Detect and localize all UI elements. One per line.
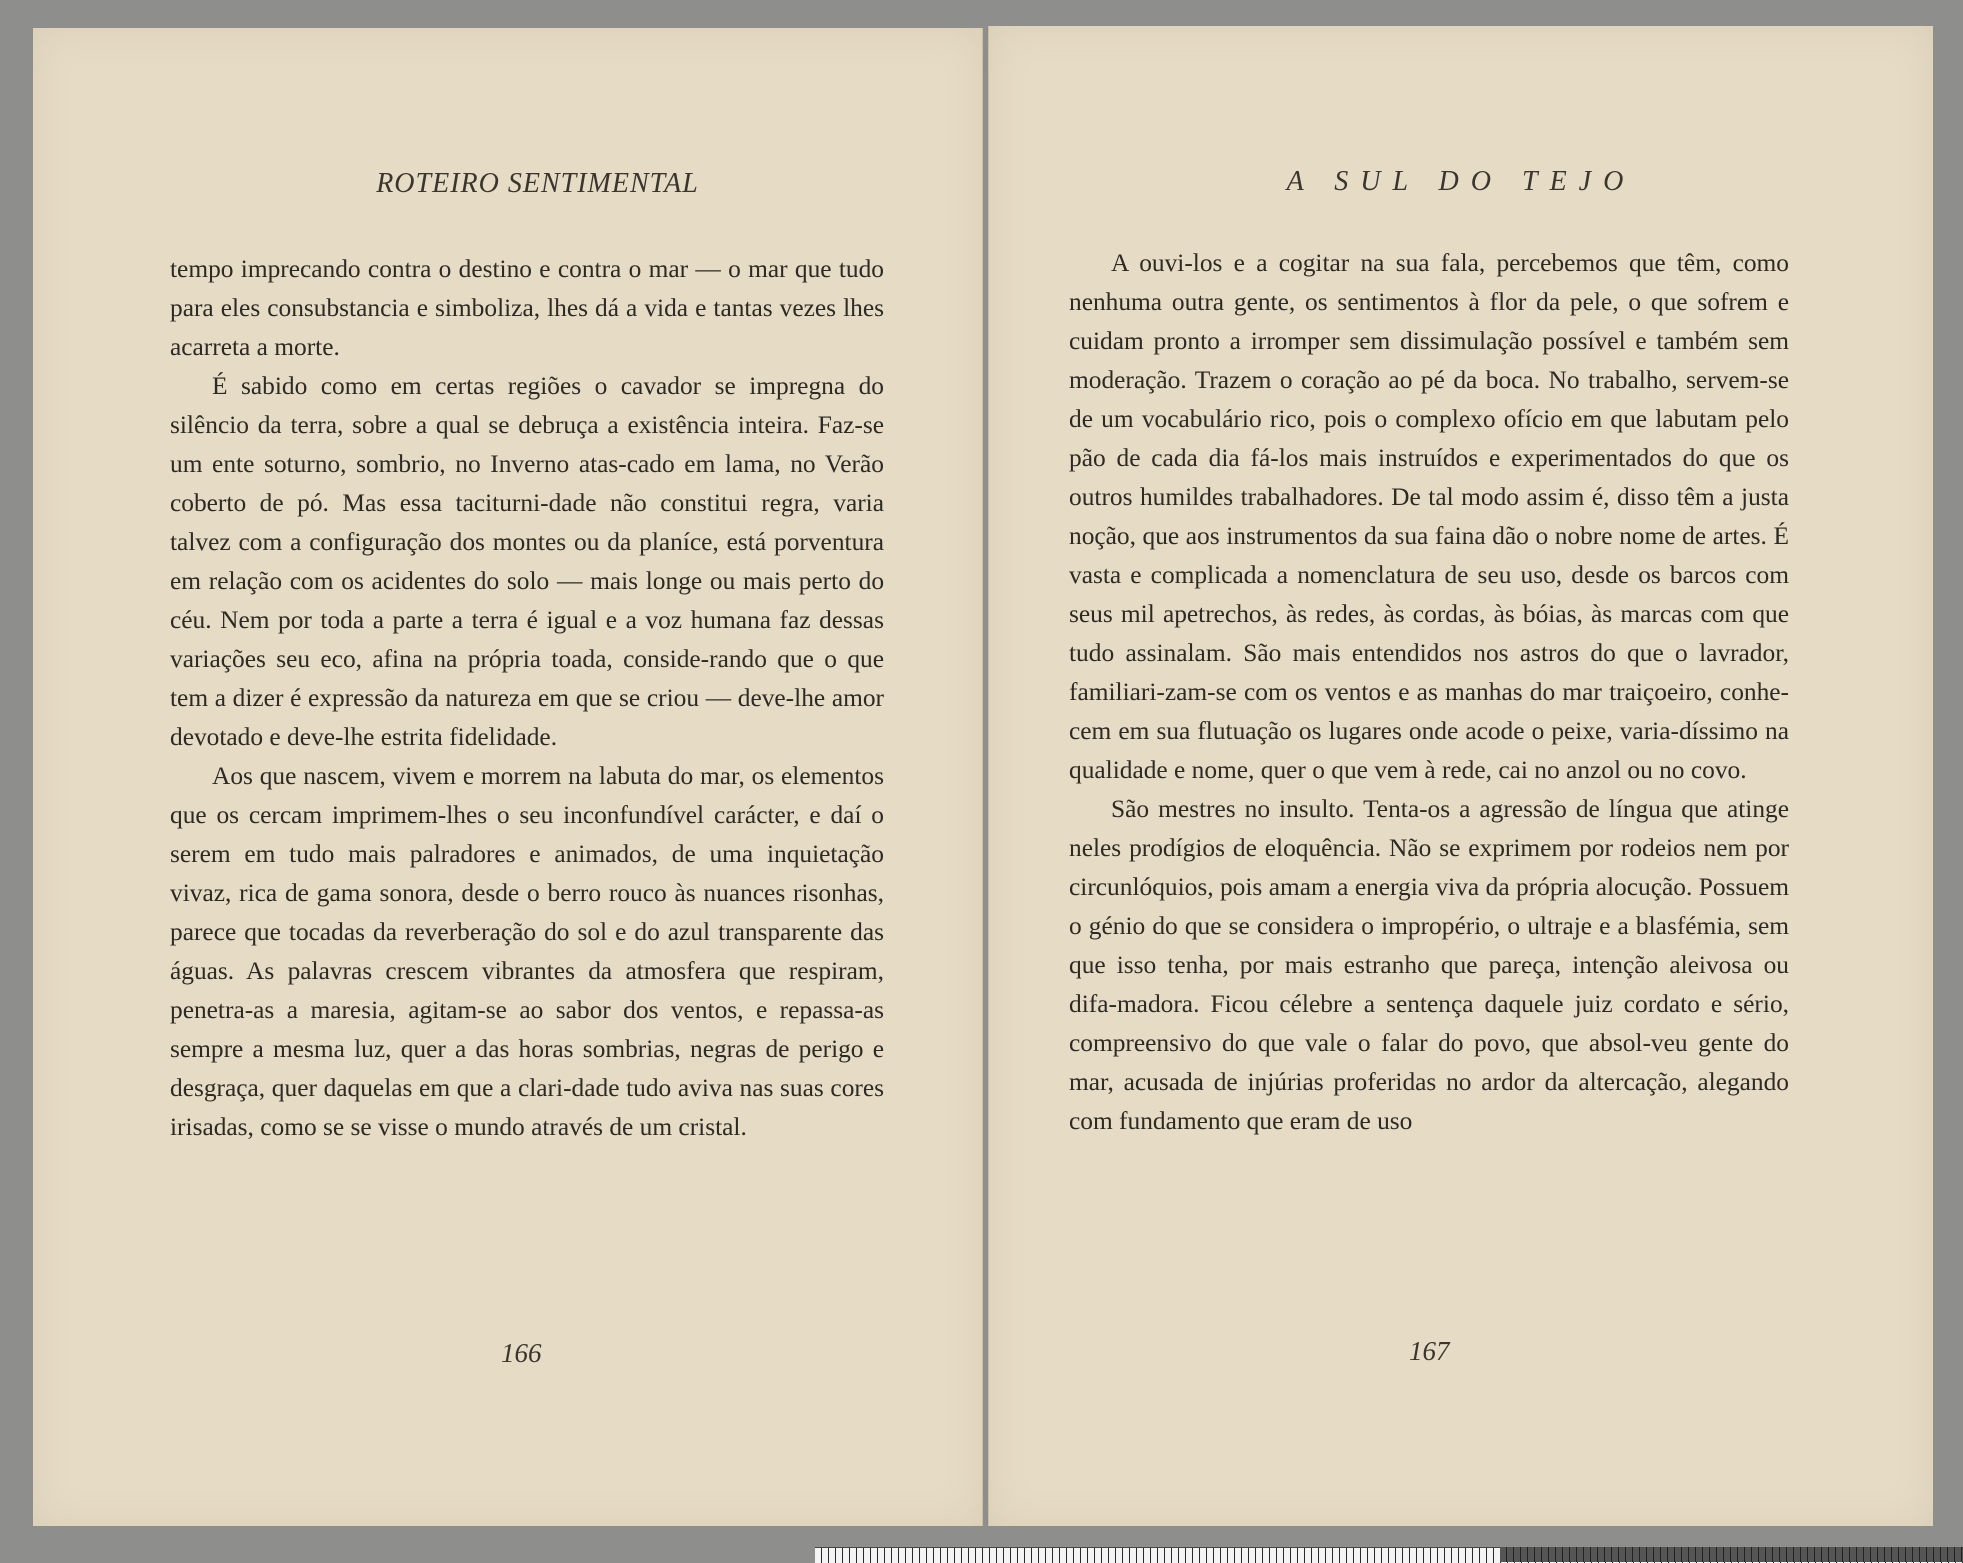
- text-line: Nem por toda a parte a terra é igual e a voz humana faz: [220, 606, 811, 634]
- text-line: berro rouco às nuances risonhas, parece que tocadas da: [170, 879, 884, 946]
- text-line: dos montes ou da planíce, está porventura em relação com: [170, 528, 884, 595]
- text-line: fidelidade.: [449, 723, 558, 751]
- text-line: da própria alocução. Possuem o génio do que se considera: [1069, 873, 1789, 940]
- paragraph: [170, 367, 884, 757]
- text-line: da boca. No trabalho, servem-se de um vocabulário rico,: [1069, 366, 1789, 433]
- text-line: A ouvi-los e a cogitar na sua fala, percebemos que têm,: [1111, 249, 1722, 277]
- text-line: negras de perigo e desgraça, quer daquelas em que a clari-: [170, 1035, 884, 1102]
- text-line: anzol ou no covo.: [1566, 756, 1747, 784]
- page-number-left: 166: [501, 1338, 542, 1368]
- text-line: por mais estranho que pareça, intenção aleivosa ou difa-: [1069, 951, 1789, 1018]
- right-page: [988, 26, 1933, 1526]
- text-line: do silêncio da terra, sobre a qual se debruça a existência: [170, 372, 884, 439]
- body-text-left: [170, 250, 884, 1147]
- text-line: cado em lama, no Verão coberto de pó. Mas essa taciturni-: [170, 450, 884, 517]
- text-line: atinge neles prodígios de eloquência. Não se exprimem por: [1069, 795, 1789, 862]
- running-head-right: A SUL DO TEJO: [1286, 166, 1636, 197]
- running-head-left: ROTEIRO SENTIMENTAL: [376, 168, 699, 199]
- text-line: e tantas vezes lhes acarreta a morte.: [170, 294, 884, 361]
- text-line: fá-los mais instruídos e experimentados do que os outros: [1069, 444, 1789, 511]
- text-line: Aos que nascem, vivem e morrem na labuta do mar, os: [212, 762, 775, 790]
- text-line: reverberação do sol e do azul transparente das águas. As: [170, 918, 884, 985]
- text-line: inteira. Faz-se um ente soturno, sombrio, no Inverno atas-: [170, 411, 884, 478]
- scale-ruler-dark-segment: [1500, 1547, 1963, 1562]
- text-line: dade tudo aviva nas suas cores irisadas, como se se visse o: [170, 1074, 884, 1141]
- text-line: como nenhuma outra gente, os sentimentos à flor da pele, o: [1069, 249, 1789, 316]
- paragraph: [1069, 244, 1789, 790]
- text-line: que se criou — deve-lhe amor devotado e deve-lhe estrita: [170, 684, 884, 751]
- text-line: díssimo na qualidade e nome, quer o que vem à rede, cai no: [1069, 717, 1789, 784]
- text-line: cem em sua flutuação os lugares onde acode o peixe, varia-: [1069, 717, 1679, 745]
- text-line: pois o complexo ofício em que labutam pelo pão de cada dia: [1069, 405, 1789, 472]
- text-line: rodeios nem por circunlóquios, pois amam a energia viva: [1069, 834, 1789, 901]
- text-line: É sabido como em certas regiões o cavador se impregna: [212, 372, 846, 400]
- text-line: de uma inquietação vivaz, rica de gama sonora, desde o: [170, 840, 884, 907]
- body-text-right: [1069, 244, 1789, 1141]
- text-line: palavras crescem vibrantes da atmosfera que respiram,: [287, 957, 884, 985]
- text-line: uso, desde os barcos com seus mil apetrechos, às redes, às: [1069, 561, 1789, 628]
- text-line: veu gente do mar, acusada de injúrias proferidas no ardor: [1069, 1029, 1790, 1096]
- text-line: São mestres no insulto. Tenta-os a agressão de língua que: [1111, 795, 1718, 823]
- text-line: da altercação, alegando com fundamento que eram de uso: [1069, 1068, 1789, 1135]
- text-line: dade não constitui regra, varia talvez com a configuração: [170, 489, 885, 556]
- paragraph: [1069, 790, 1789, 1141]
- text-line: sério, compreensivo do que vale o falar do povo, que absol-: [1069, 990, 1789, 1057]
- text-line: mundo através de um cristal.: [454, 1113, 747, 1141]
- text-line: penetra-as a maresia, agitam-se ao sabor dos ventos, e: [170, 996, 768, 1024]
- text-line: elementos que os cercam imprimem-lhes o seu inconfundível: [170, 762, 884, 829]
- text-line: tempo imprecando contra o destino e contra o mar — o mar: [170, 255, 788, 283]
- text-line: humildes trabalhadores. De tal modo assim é, disso têm a: [1139, 483, 1734, 511]
- paragraph: [170, 757, 884, 1147]
- text-line: o impropério, o ultraje e a blasfémia, sem que isso tenha,: [1069, 912, 1789, 979]
- text-line: carácter, e daí o serem em tudo mais palradores e animados,: [170, 801, 885, 868]
- page-number-right: 167: [1409, 1336, 1450, 1366]
- text-line: que tudo para eles consubstancia e simboliza, lhes dá a vida: [170, 255, 884, 322]
- text-line: os acidentes do solo — mais longe ou mais perto do céu.: [170, 567, 885, 634]
- text-line: justa noção, que aos instrumentos da sua faina dão o nobre: [1069, 483, 1789, 550]
- text-line: madora. Ficou célebre a sentença daquele juiz cordato e: [1116, 990, 1723, 1018]
- text-line: cordas, às bóias, às marcas com que tudo assinalam. São: [1069, 600, 1789, 667]
- text-line: repassa-as sempre a mesma luz, quer a das horas sombrias,: [170, 996, 884, 1063]
- text-line: dessas variações seu eco, afina na própria toada, conside-: [170, 606, 884, 673]
- paragraph: [170, 250, 884, 367]
- text-line: possível e também sem moderação. Trazem o coração ao pé: [1069, 327, 1789, 394]
- text-line: rando que o que tem a dizer é expressão da natureza em: [170, 645, 884, 712]
- text-line: zam-se com os ventos e as manhas do mar traiçoeiro, conhe-: [1164, 678, 1789, 706]
- left-page: [33, 28, 983, 1526]
- text-line: nome de artes. É vasta e complicada a nomenclatura de seu: [1069, 522, 1789, 589]
- text-line: mais entendidos nos astros do que o lavrador, familiari-: [1069, 639, 1789, 706]
- text-line: que sofrem e cuidam pronto a irromper sem dissimulação: [1069, 288, 1789, 355]
